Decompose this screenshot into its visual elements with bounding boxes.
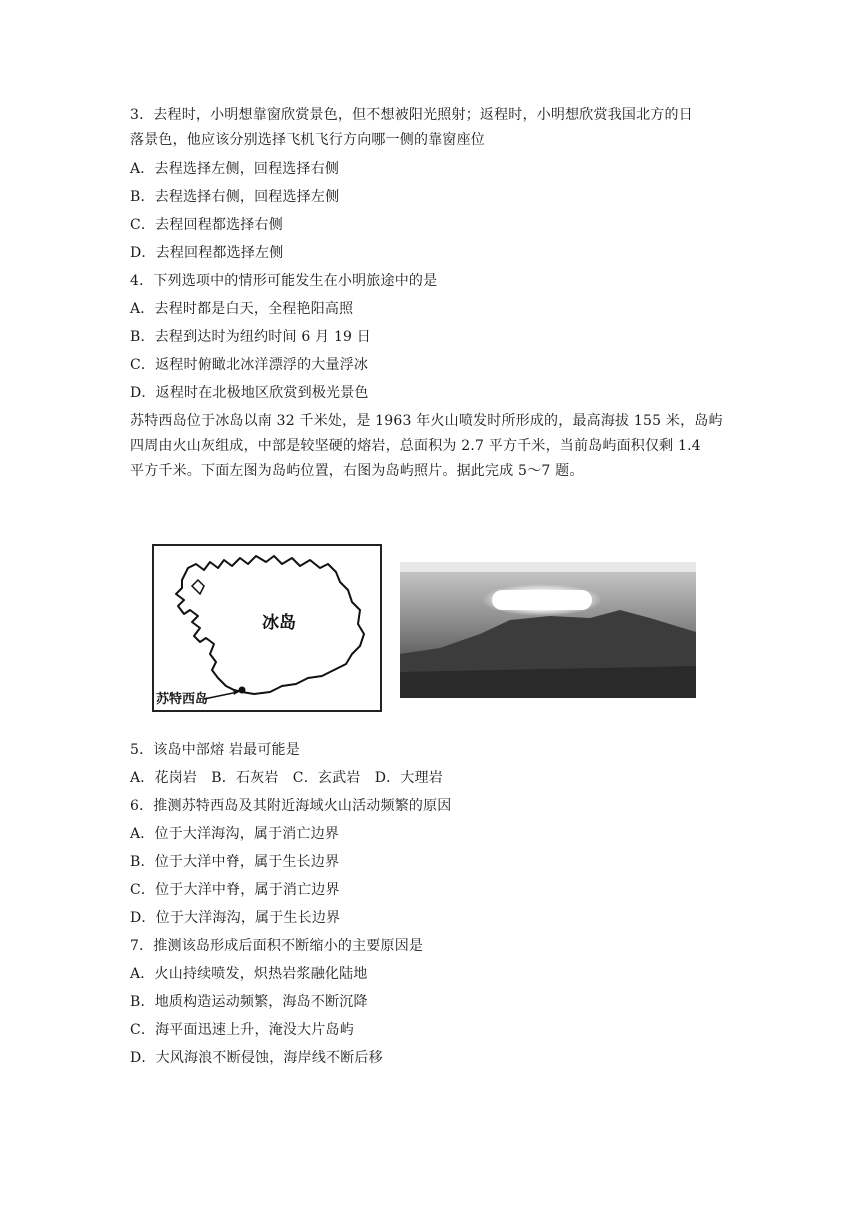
q3-option-d: D．去程回程都选择左侧 [130,245,284,261]
surtsey-label: 苏特西岛 [156,692,209,707]
iceland-location-map [152,544,382,712]
q4-option-d: D．返程时在北极地区欣赏到极光景色 [130,385,369,401]
q4-option-c: C．返程时俯瞰北冰洋漂浮的大量浮冰 [130,357,369,373]
q5-stem: 5．该岛中部熔 岩最可能是 [130,742,300,758]
q4-stem: 4．下列选项中的情形可能发生在小明旅途中的是 [130,273,438,289]
q6-option-d: D．位于大洋海沟，属于生长边界 [130,910,341,926]
q3-stem-line1: 3．去程时，小明想靠窗欣赏景色，但不想被阳光照射；返程时，小明想欣赏我国北方的日 [130,107,693,123]
q4-option-b: B．去程到达时为纽约时间 6 月 19 日 [130,329,372,345]
q4-option-a: A．去程时都是白天，全程艳阳高照 [130,301,354,317]
q6-option-c: C．位于大洋中脊，属于消亡边界 [130,882,340,898]
q7-option-d: D．大风海浪不断侵蚀，海岸线不断后移 [130,1050,383,1066]
q3-option-c: C．去程回程都选择右侧 [130,217,283,233]
passage-line3: 平方千米。下面左图为岛屿位置，右图为岛屿照片。据此完成 5～7 题。 [130,463,584,479]
q5-options: A．花岗岩 B．石灰岩 C．玄武岩 D．大理岩 [130,770,443,786]
q3-stem-line2: 落景色，他应该分别选择飞机飞行方向哪一侧的靠窗座位 [130,132,485,148]
island-photo [400,562,696,698]
q7-option-b: B．地质构造运动频繁，海岛不断沉降 [130,994,368,1010]
q7-option-c: C．海平面迅速上升，淹没大片岛屿 [130,1022,354,1038]
passage-line2: 四周由火山灰组成，中部是较坚硬的熔岩，总面积为 2.7 平方千米，当前岛屿面积仅剩 1.4 [130,438,701,454]
iceland-label: 冰岛 [262,613,296,633]
q6-option-b: B．位于大洋中脊，属于生长边界 [130,854,340,870]
passage-line1: 苏特西岛位于冰岛以南 32 千米处，是 1963 年火山喷发时所形成的，最高海拔 155 米，岛屿 [130,413,723,429]
q6-stem: 6．推测苏特西岛及其附近海域火山活动频繁的原因 [130,798,452,814]
q7-option-a: A．火山持续喷发，炽热岩浆融化陆地 [130,966,368,982]
q3-option-b: B．去程选择右侧，回程选择左侧 [130,189,340,205]
island-photo-image [400,562,696,698]
q7-stem: 7．推测该岛形成后面积不断缩小的主要原因是 [130,938,424,954]
q3-option-a: A．去程选择左侧，回程选择右侧 [130,161,340,177]
q6-option-a: A．位于大洋海沟，属于消亡边界 [130,826,340,842]
